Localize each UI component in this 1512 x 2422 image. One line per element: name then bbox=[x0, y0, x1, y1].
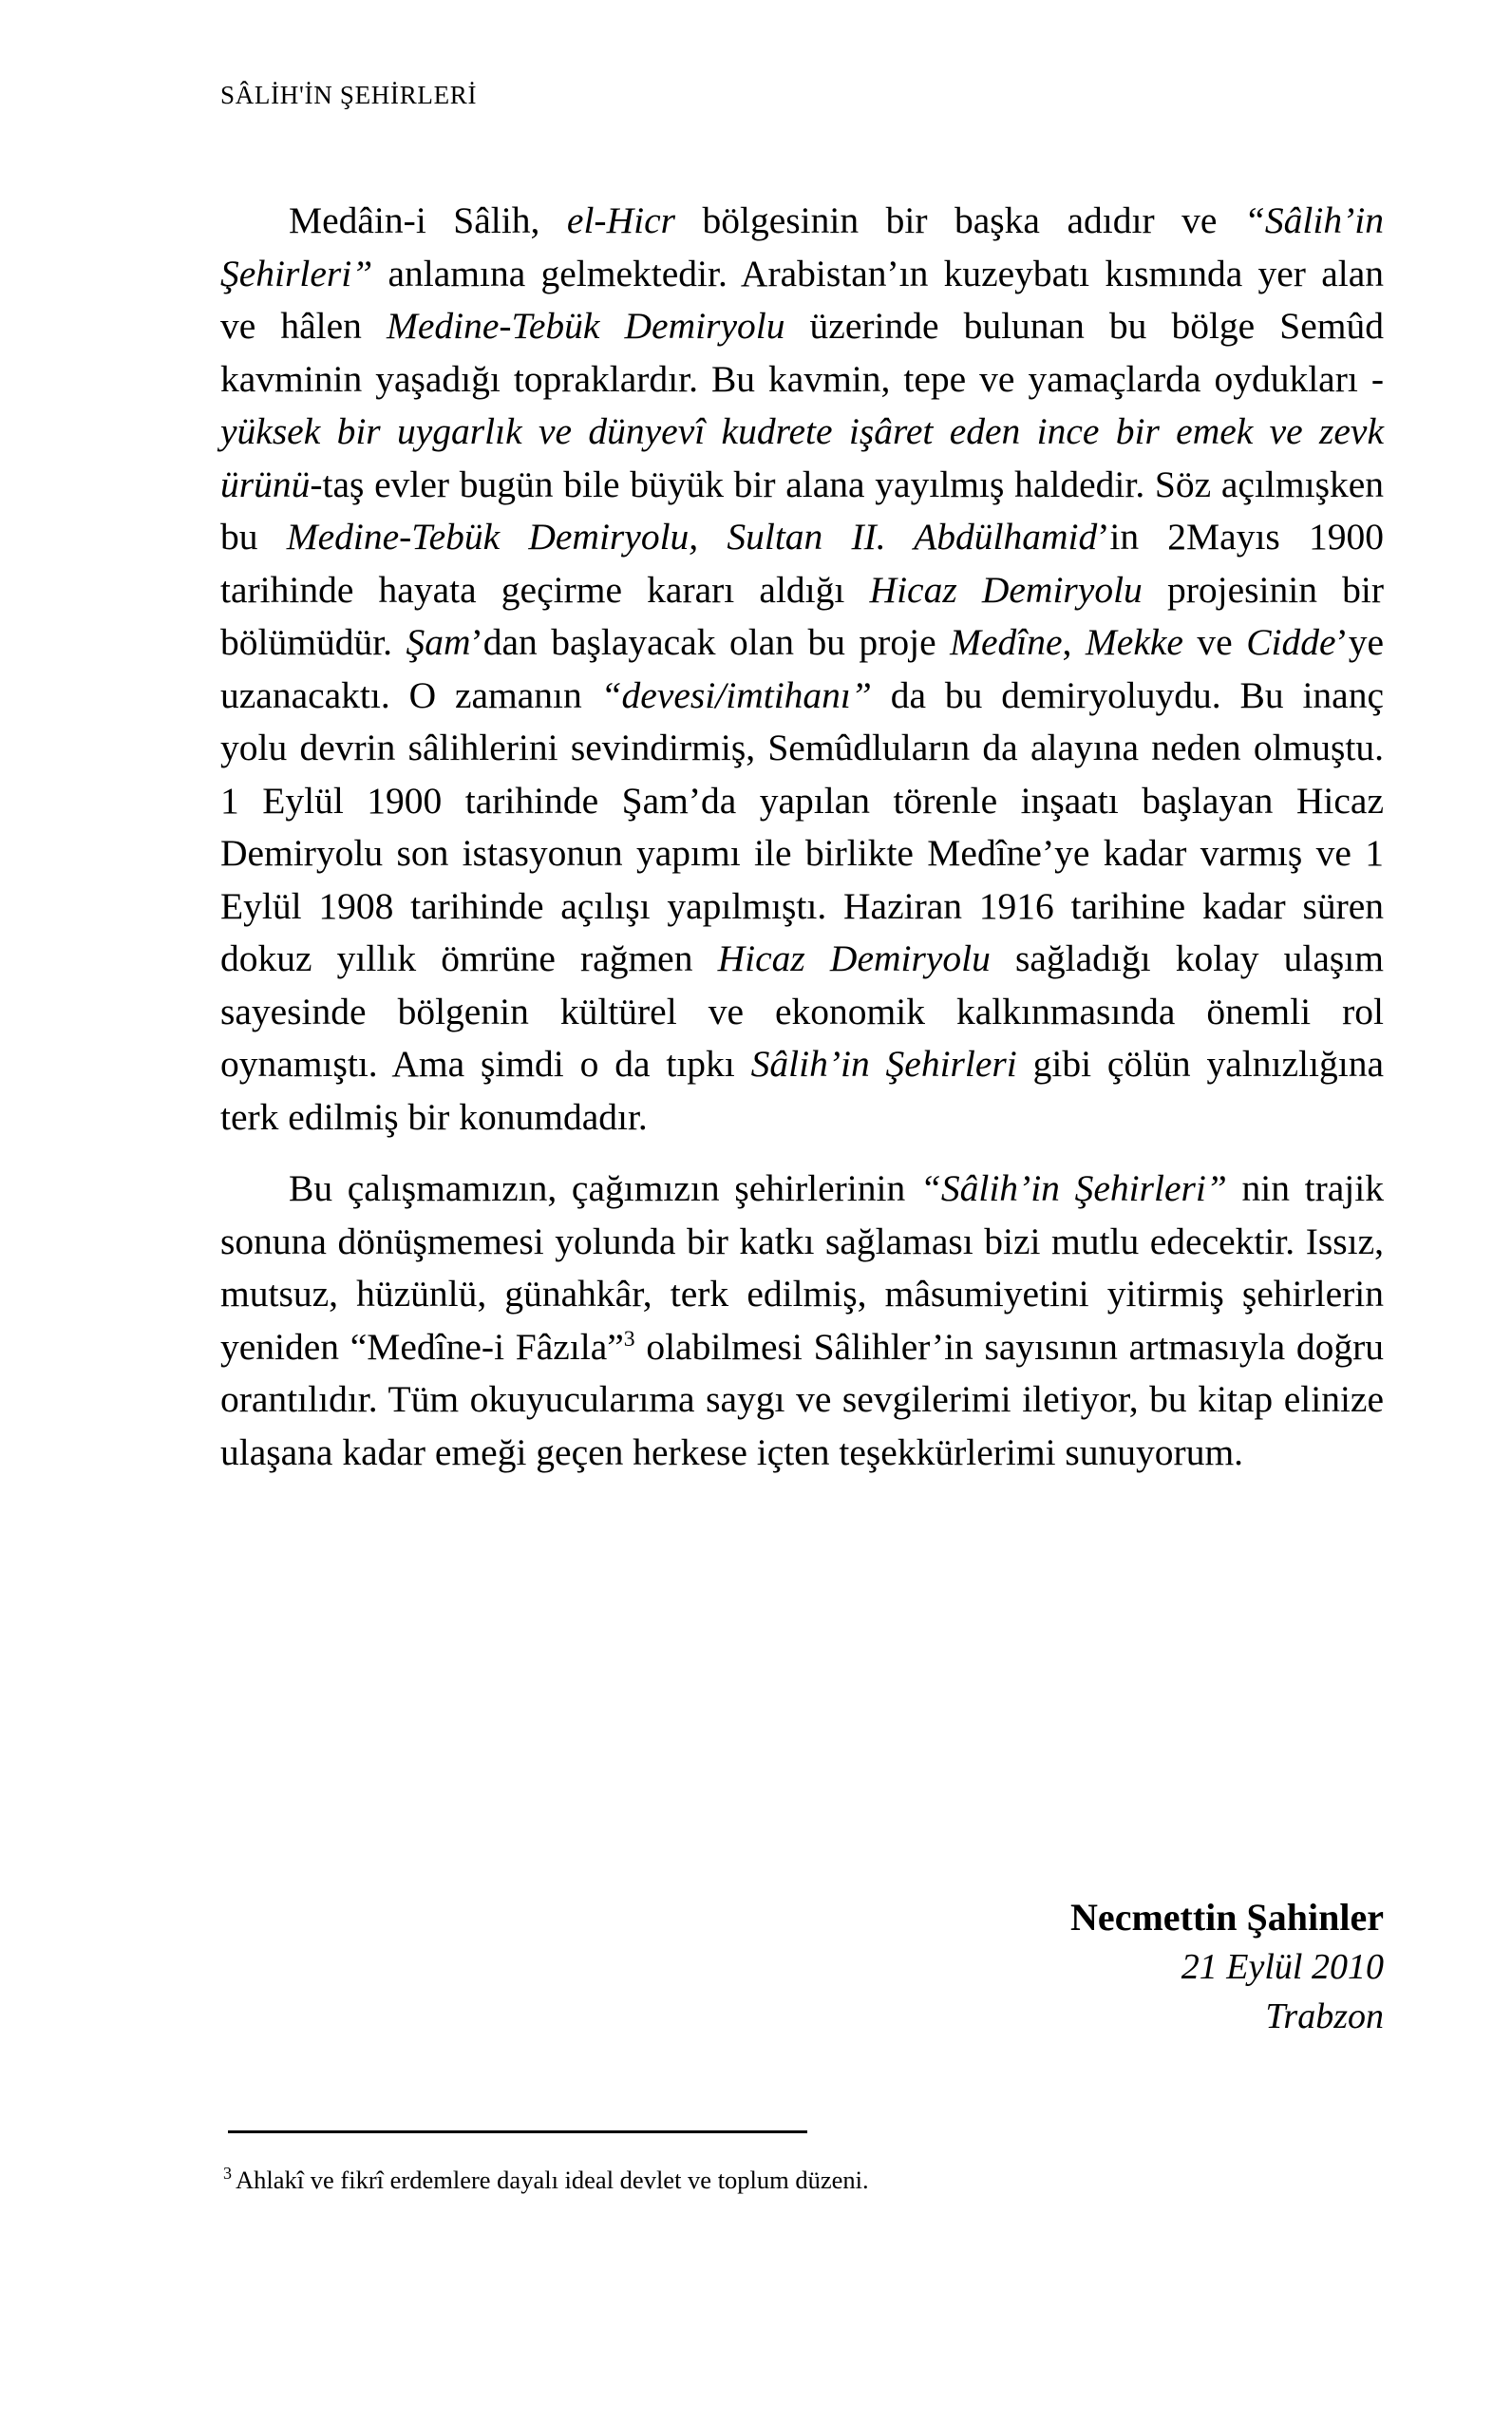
text-run: gibi çölün yalnızlığına terk edilmiş bir konumdadır. bbox=[220, 1043, 1384, 1138]
emphasis-medine: Medîne bbox=[950, 621, 1063, 663]
emphasis-hicaz-demiryolu: Hicaz Demiryolu bbox=[869, 568, 1143, 611]
emphasis-yuksek-uygarlik: -yüksek bir uygarlık ve dünyevî kudrete işâret eden ince bir emek ve zevk ürünü- bbox=[220, 357, 1384, 505]
emphasis-el-hicr: el-Hicr bbox=[566, 199, 675, 241]
text-run: ’in 2Mayıs 1900 tarihinde hayata geçirme kararı aldığı bbox=[220, 516, 1384, 611]
signature-place: Trabzon bbox=[1265, 1996, 1384, 2036]
signature-block bbox=[719, 1893, 1384, 2041]
text-run: , bbox=[1062, 621, 1086, 663]
running-header: SÂLİH'İN ŞEHİRLERİ bbox=[220, 81, 478, 109]
emphasis-salihin-sehirleri-2: Sâlih’in Şehirleri bbox=[750, 1043, 1017, 1085]
emphasis-mekke: Mekke bbox=[1085, 621, 1183, 663]
text-run: Bu çalışmamızın, çağımızın şehirlerinin bbox=[289, 1167, 920, 1209]
author-name: Necmettin Şahinler bbox=[1070, 1896, 1384, 1939]
text-run: ve bbox=[1182, 621, 1247, 663]
footnote-3 bbox=[223, 2164, 1382, 2196]
text-run: taş evler bugün bile büyük bir alana yayılmış haldedir. Söz açılmışken bu bbox=[220, 463, 1384, 558]
footnote-separator-rule bbox=[228, 2130, 807, 2133]
text-run: ’ye uzanacaktı. O zamanın bbox=[220, 621, 1384, 716]
body-text-column bbox=[220, 195, 1384, 1479]
text-run: anlamına gelmektedir. Arabistan’ın kuzeybatı kısmında yer alan ve hâlen bbox=[220, 252, 1384, 347]
emphasis-salihin-sehirleri-3: “Sâlih’in Şehirleri” bbox=[919, 1167, 1227, 1209]
text-run: üzerinde bulunan bu bölge Semûd kavminin yaşadığı topraklardır. Bu kavmin, tepe ve yamaçlarda oydukları bbox=[220, 305, 1384, 400]
text-run: olabilmesi Sâlihler’in sayısının artmasıyla doğru orantılıdır. Tüm okuyucularıma saygı ve sevgilerimi iletiyor, bu kitap elinize ulaşana kadar emeği geçen herkese içten teşekkürlerimi sunuyorum. bbox=[220, 1325, 1384, 1473]
emphasis-salihin-sehirleri: “Sâlih’in Şehirleri” bbox=[220, 199, 1384, 294]
text-run: da bu demiryoluydu. Bu inanç yolu devrin sâlihlerini sevindirmiş, Semûdluların da alayına neden olmuştu. 1 Eylül 1900 tarihinde Şam’da yapılan törenle inşaatı başlayan Hicaz Demiryolu son istasyonun yapımı ile birlikte Medîne’ye kadar varmış ve 1 Eylül 1908 tarihinde açılışı yapılmıştı. Haziran 1916 tarihine kadar süren dokuz yıllık ömrüne rağmen bbox=[220, 673, 1384, 979]
paragraph-2 bbox=[220, 1163, 1384, 1479]
text-run: bölgesinin bir başka adıdır ve bbox=[675, 199, 1244, 241]
emphasis-devesi-imtihani: “devesi/imtihanı” bbox=[600, 673, 872, 716]
emphasis-medine-tebuk-demiryolu: Medine-Tebük Demiryolu bbox=[386, 305, 785, 347]
text-run: projesinin bir bölümüdür. bbox=[220, 568, 1385, 663]
text-run: sağladığı kolay ulaşım sayesinde bölgenin kültürel ve ekonomik kalkınmasında önemli rol oynamıştı. Ama şimdi o da tıpkı bbox=[220, 937, 1384, 1085]
emphasis-hicaz-demiryolu-2: Hicaz Demiryolu bbox=[717, 937, 991, 979]
emphasis-sultan-abdulhamid: Medine-Tebük Demiryolu, Sultan II. Abdülhamid bbox=[286, 516, 1098, 558]
emphasis-cidde: Cidde bbox=[1246, 621, 1336, 663]
emphasis-sam: Şam bbox=[406, 621, 471, 663]
footnote-reference-3[interactable]: 3 bbox=[623, 1326, 635, 1352]
footnote-number: 3 bbox=[223, 2164, 232, 2184]
text-run: Medâin-i Sâlih, bbox=[289, 199, 567, 241]
text-run: ’dan başlayacak olan bu proje bbox=[470, 621, 951, 663]
signature-date: 21 Eylül 2010 bbox=[1181, 1947, 1384, 1987]
text-run: nin trajik sonuna dönüşmemesi yolunda bir katkı sağlaması bizi mutlu edecektir. Issız, mutsuz, hüzünlü, günahkâr, terk edilmiş, mâsumiyetini yitirmiş şehirlerin yeniden “Medîne-i Fâzıla” bbox=[220, 1167, 1384, 1368]
footnote-text: Ahlakî ve fikrî erdemlere dayalı ideal devlet ve toplum düzeni. bbox=[236, 2166, 869, 2194]
paragraph-1 bbox=[220, 195, 1384, 1144]
